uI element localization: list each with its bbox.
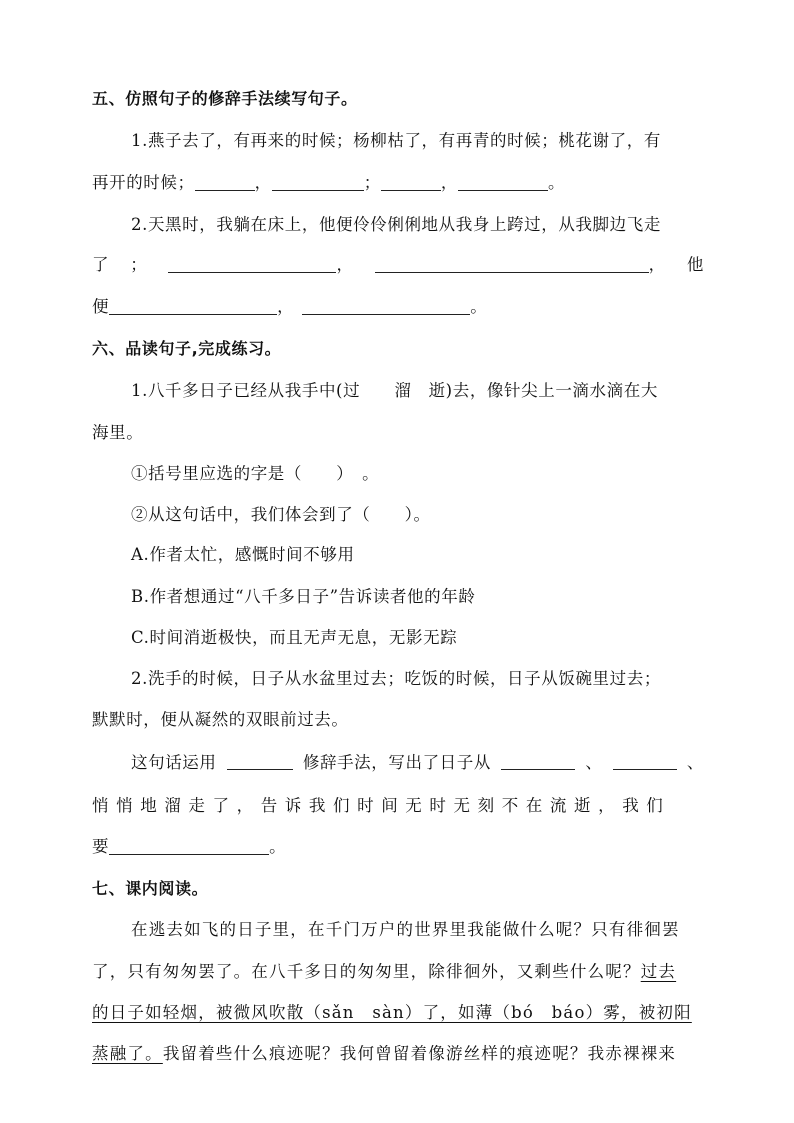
section-7-title: 七、课内阅读。: [92, 879, 209, 898]
s5-q2-line2: 了 ； ， ， 他: [92, 255, 704, 274]
blank-10[interactable]: [501, 751, 575, 770]
option-c: C.时间消逝极快，而且无声无息，无影无踪: [131, 628, 458, 647]
blank-2[interactable]: [272, 172, 364, 191]
passage-line4: 蒸融了。我留着些什么痕迹呢？我何曾留着像游丝样的痕迹呢？我赤裸裸来: [92, 1044, 677, 1063]
s6-q2-line1: 2.洗手的时候，日子从水盆里过去；吃饭的时候，日子从饭碗里过去；: [131, 669, 661, 688]
s6-q2-line5: 要 。: [92, 837, 287, 856]
option-b: B.作者想通过“八千多日子”告诉读者他的年龄: [131, 587, 476, 606]
blank-5[interactable]: [168, 254, 336, 273]
option-a: A.作者太忙，感慨时间不够用: [131, 545, 355, 564]
s6-sub2: ②从这句话中，我们体会到了（ ）。: [131, 505, 431, 524]
s5-q1-line1: 1.燕子去了，有再来的时候；杨柳枯了，有再青的时候；桃花谢了，有: [131, 131, 661, 150]
passage-line1: 在逃去如飞的日子里，在千门万户的世界里我能做什么呢？只有徘徊罢: [131, 920, 680, 939]
s6-sub1: ①括号里应选的字是（ ） 。: [131, 464, 380, 483]
s5-q2-line3: 便 ， 。: [92, 297, 488, 316]
s6-q2-line4: 悄悄地溜走了，告诉我们时间无时无刻不在流逝，我们: [92, 796, 671, 815]
blank-7[interactable]: [109, 296, 277, 315]
blank-4[interactable]: [458, 172, 548, 191]
passage-line2: 了，只有匆匆罢了。在八千多日的匆匆里，除徘徊外，又剩些什么呢？过去: [92, 962, 677, 981]
blank-9[interactable]: [227, 751, 293, 770]
section-5-title: 五、仿照句子的修辞手法续写句子。: [92, 89, 358, 108]
s5-q2-line1: 2.天黑时，我躺在床上，他便伶伶俐俐地从我身上跨过，从我脚边飞走: [131, 215, 661, 234]
blank-12[interactable]: [109, 836, 269, 855]
s6-q2-line3: 这句话运用 修辞手法，写出了日子从 、 、: [131, 753, 704, 772]
s6-q2-line2: 默默时，便从凝然的双眼前过去。: [92, 710, 349, 729]
underlined-text: 蒸融了。: [92, 1044, 163, 1063]
blank-3[interactable]: [381, 172, 441, 191]
s6-q1-line2: 海里。: [92, 423, 144, 442]
passage-line3: 的日子如轻烟，被微风吹散（sǎn sàn）了，如薄（bó báo）雾，被初阳: [92, 1003, 692, 1022]
blank-11[interactable]: [613, 751, 677, 770]
s6-q1-line1: 1.八千多日子已经从我手中(过 溜 逝)去，像针尖上一滴水滴在大: [131, 381, 658, 400]
s5-q1-line2: 再开的时候； ， ； ， 。: [92, 173, 566, 192]
blank-8[interactable]: [302, 296, 470, 315]
blank-6[interactable]: [375, 254, 649, 273]
underlined-text: 过去: [640, 962, 677, 981]
blank-1[interactable]: [195, 172, 255, 191]
section-6-title: 六、品读句子,完成练习。: [92, 339, 282, 358]
